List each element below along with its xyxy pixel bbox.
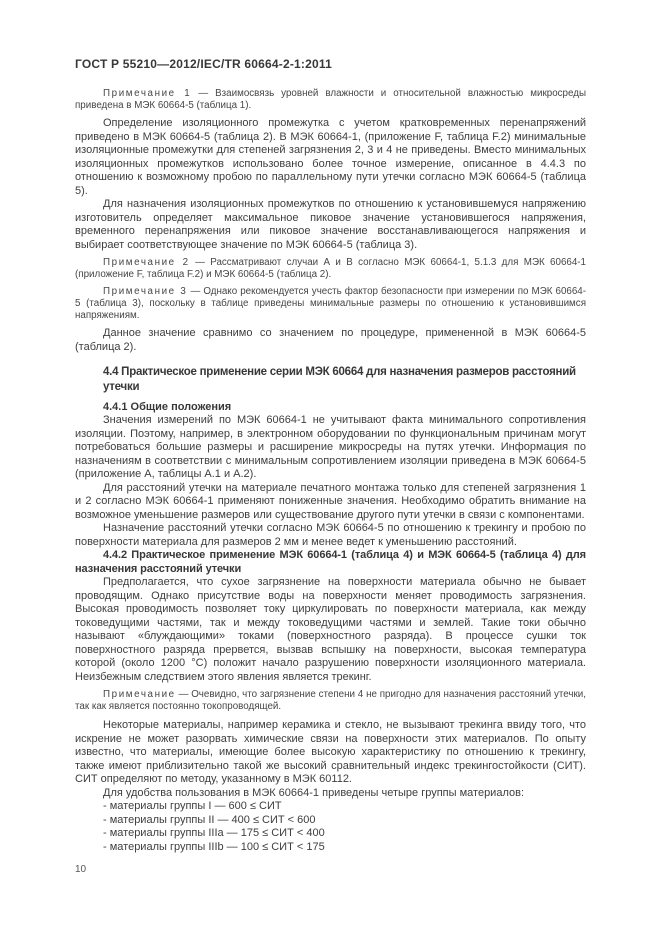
paragraph-steady-voltage: Для назначения изоляционных промежутков по отношению к установившемуся напряжению изготовитель определяет максимальное пиковое значение установившегося напряжения, временного перенапряжения или пиковое значение восстанавливающегося напряжения и выбирает соответствующее значение по МЭК 60664-5 (таблица 3). (75, 198, 586, 251)
paragraph-measurements: Значения измерений по МЭК 60664-1 не учитывают факта минимального сопротивления изоляции. Поэтому, например, в электронном оборудовании по функциональным причинам могут потребоваться большие размеры и расширение микросреды на путях утечки. Информация по назначениям в соответствии с минимальным сопротивлением изоляции приведена в МЭК 60664-5 (приложение А, таблицы А.1 и А.2). (75, 414, 586, 480)
heading-4-4-1: 4.4.1 Общие положения (103, 401, 232, 413)
material-group-item-2: - материалы группы II — 400 ≤ СИТ < 600 (103, 813, 316, 826)
note-4 (75, 689, 586, 713)
material-group-item-4: - материалы группы IIIb — 100 ≤ СИТ < 175 (103, 840, 325, 853)
note-2-label: Примечание 2 (103, 257, 190, 268)
paragraph-pcb: Для расстояний утечки на материале печатного монтажа только для степеней загрязнения 1 и 2 согласно МЭК 60664-1 применяют пониженные значения. Необходимо обратить внимание на возможное уменьшение размеров или существование другого пути утечки в связи с компонентами. (75, 481, 586, 521)
note-2 (75, 257, 586, 281)
document-title: ГОСТ Р 55210—2012/IEC/TR 60664-2-1:2011 (75, 57, 332, 71)
heading-4-4: 4.4 Практическое применение серии МЭК 60664 для назначения размеров расстояний утечки (103, 366, 576, 393)
material-group-item-3: - материалы группы IIIa — 175 ≤ СИТ < 400 (103, 827, 325, 839)
heading-4-4-2: 4.4.2 Практическое применение МЭК 60664-1 (таблица 4) и МЭК 60664-5 (таблица 4) для назначения расстояний утечки (75, 549, 586, 575)
paragraph-pollution: Предполагается, что сухое загрязнение на поверхности материала обычно не бывает проводящим. Однако присутствие воды на поверхности меняет проводимость загрязнения. Высокая проводимость позволяет току циркулировать по поверхности материала, как между токоведущими частями, так и между токоведущими частями и землей. Такие токи обычно называют «блуждающими» токами (поверхностного разряда). В процессе сушки ток поверхностного разряда прервется, вызвав вспышку на поверхности, высокая температура которой (около 1200 °С) положит начало разрушению поверхности изоляционного материала. Неизбежным следствием этого явления является трекинг. (75, 576, 586, 683)
paragraph-clearance: Определение изоляционного промежутка с учетом кратковременных перенапряжений приведено в МЭК 60664-5 (таблица 2). В МЭК 60664-1, (приложение F, таблица F.2) минимальные изоляционные промежутки для степеней загрязнения 2, 3 и 4 не приведены. Вместо минимальных изоляционных промежутков использовано более точное измерение, описанное в 4.4.3 по отношению к возможному пробою по параллельному пути утечки согласно МЭК 60664-5 (таблица 5). (75, 117, 586, 197)
paragraph-comparable-value: Данное значение сравнимо со значением по процедуре, примененной в МЭК 60664-5 (таблица 2). (75, 327, 586, 353)
material-group-item-1: - материалы группы I — 600 ≤ СИТ (103, 800, 282, 812)
note-3-label: Примечание 3 (103, 286, 188, 297)
paragraph-groups-intro: Для удобства пользования в МЭК 60664-1 приведены четыре группы материалов: (103, 786, 525, 799)
note-3 (75, 286, 586, 322)
note-2-text: — Рассматривают случаи А и В согласно МЭК 60664-1, 5.1.3 для МЭК 60664-1 (приложение F, таблица F.2) и МЭК 60664-5 (таблица 2). (75, 257, 587, 280)
paragraph-assignment: Назначение расстояний утечки согласно МЭК 60664-5 по отношению к трекингу и пробою по поверхности материала для размеров 2 мм и менее ведет к уменьшению расстояний. (75, 522, 586, 548)
note-1-label: Примечание 1 (103, 88, 192, 99)
note-3-text: — Однако рекомендуется учесть фактор безопасности при измерении по МЭК 60664-5 (таблица 3), поскольку в таблице приведены минимальные размеры по отношению к установившимся напряжениям. (75, 286, 586, 321)
page-content (75, 57, 586, 854)
note-1-text: — Взаимосвязь уровней влажности и относительной влажностью микросреды приведена в МЭК 60664-5 (таблица 1). (75, 88, 586, 111)
paragraph-materials: Некоторые материалы, например керамика и стекло, не вызывают трекинга ввиду того, что искрение не может разорвать химические связи на поверхности этих материалов. По опыту известно, что материалы, имеющие более высокую характеристику по отношению к трекингу, также имеют приблизительно такой же высокий сравнительный индекс трекингостойкости (СИТ). СИТ определяют по методу, указанному в МЭК 60112. (75, 719, 586, 785)
page-number: 10 (75, 864, 87, 875)
note-4-text: — Очевидно, что загрязнение степени 4 не пригодно для назначения расстояний утечки, так как является постоянно токопроводящей. (75, 689, 586, 712)
note-4-label: Примечание (103, 689, 176, 700)
note-1 (75, 88, 586, 112)
